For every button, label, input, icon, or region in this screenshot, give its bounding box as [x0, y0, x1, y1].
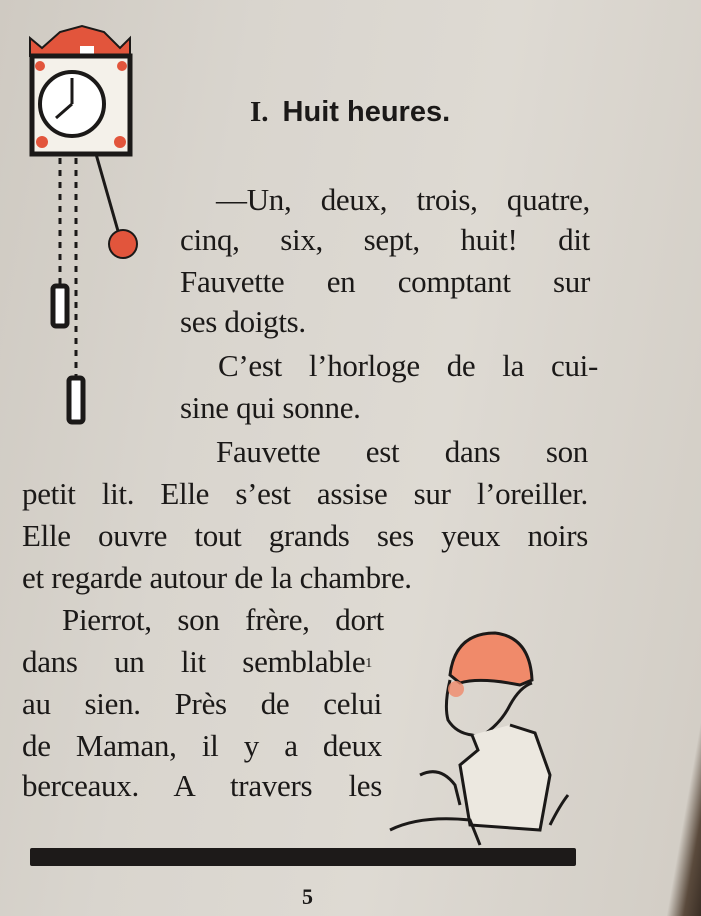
text-line: Fauvette en comptant sur [180, 264, 590, 299]
text-line: au sien. Près de celui [22, 686, 382, 721]
text-line: berceaux. A travers les [22, 768, 382, 803]
text-line: petit lit. Elle s’est assise sur l’oreiller. [22, 476, 588, 511]
text-line: —Un, deux, trois, quatre, [216, 182, 590, 217]
page-number: 5 [302, 884, 313, 909]
text-line: ses doigts. [180, 304, 306, 339]
footnote-marker: 1 [365, 656, 372, 671]
text-line: C’est l’horloge de la cui- [218, 348, 598, 383]
text-line: Fauvette est dans son [216, 434, 588, 469]
decorative-floor-bar [30, 848, 576, 866]
text-line-content: dans un lit semblable [22, 644, 366, 679]
text-line: de Maman, il y a deux [22, 728, 382, 763]
text-line: Elle ouvre tout grands ses yeux noirs [22, 518, 588, 553]
cuckoo-clock-illustration [20, 18, 160, 438]
chapter-title-text: Huit heures. [282, 96, 451, 128]
chapter-number: I. [250, 96, 269, 128]
chapter-title [250, 96, 450, 129]
text-line [22, 644, 372, 680]
text-line: et regarde autour de la chambre. [22, 560, 412, 595]
text-line: Pierrot, son frère, dort [62, 602, 384, 637]
text-line: cinq, six, sept, huit! dit [180, 222, 590, 257]
text-line: sine qui sonne. [180, 390, 361, 425]
boy-illustration [360, 625, 580, 855]
